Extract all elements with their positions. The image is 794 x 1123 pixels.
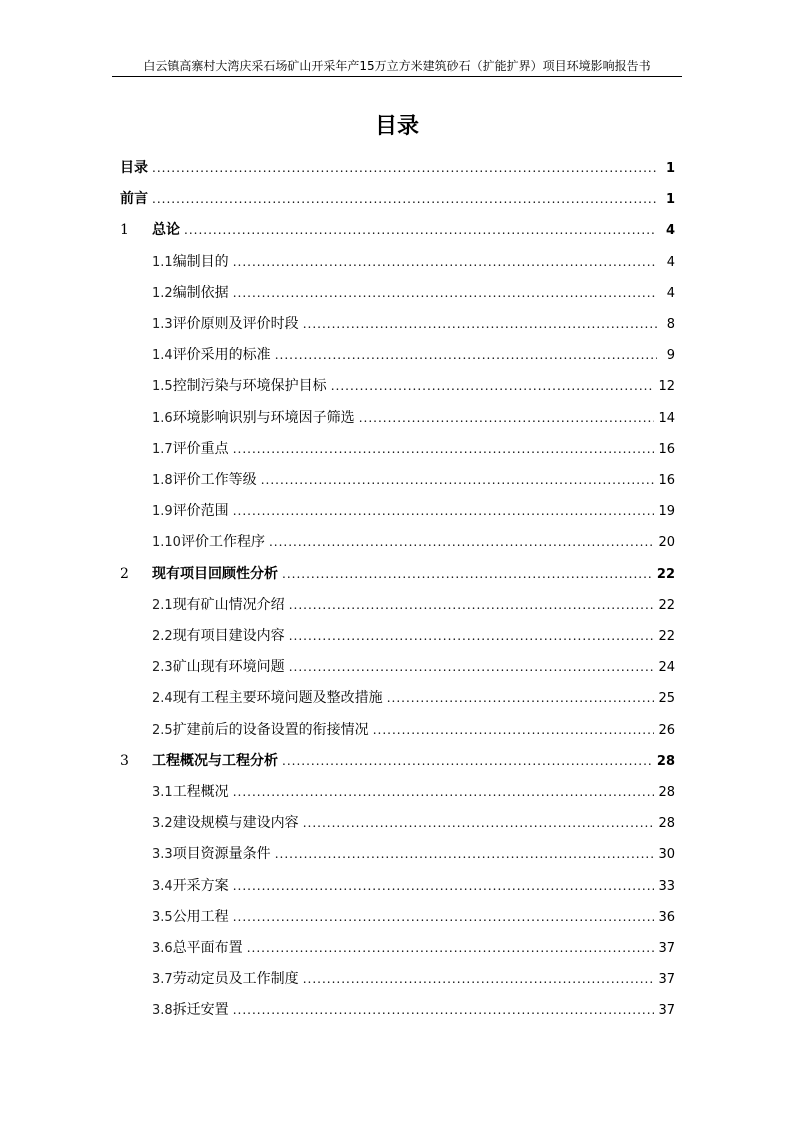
toc-entry[interactable] bbox=[152, 685, 675, 711]
toc-entry[interactable] bbox=[152, 904, 675, 930]
toc-entry-page-number: 28 bbox=[658, 785, 675, 800]
toc-entry-page-number: 37 bbox=[658, 941, 675, 956]
toc-entry-label: 编制依据 bbox=[172, 284, 229, 301]
toc-entry-page-number: 4 bbox=[666, 254, 675, 270]
toc-entry-page-number: 12 bbox=[658, 379, 675, 395]
toc-entry-page-number: 26 bbox=[658, 722, 675, 738]
toc-entry[interactable] bbox=[120, 561, 675, 587]
toc-dot-leader bbox=[373, 717, 655, 743]
toc-entry-label: 总平面布置 bbox=[172, 940, 243, 956]
toc-entry-label: 现有矿山情况介绍 bbox=[172, 596, 285, 613]
toc-dot-leader bbox=[282, 561, 653, 587]
toc-entry-number: 2.2 bbox=[152, 629, 173, 644]
toc-entry-label: 编制目的 bbox=[172, 253, 229, 270]
toc-entry-label: 扩建前后的设备设置的衔接情况 bbox=[172, 721, 369, 738]
toc-dot-leader bbox=[184, 217, 657, 243]
toc-entry-number: 1.6 bbox=[152, 410, 173, 426]
toc-dot-leader bbox=[303, 311, 657, 337]
toc-entry-page-number: 20 bbox=[658, 535, 675, 551]
toc-dot-leader bbox=[387, 685, 655, 711]
toc-entry-label: 开采方案 bbox=[172, 877, 229, 894]
toc-entry-number: 1.1 bbox=[152, 254, 173, 270]
toc-entry[interactable] bbox=[152, 405, 675, 431]
toc-entry[interactable] bbox=[120, 155, 675, 181]
toc-entry-number: 1.9 bbox=[152, 504, 173, 520]
toc-dot-leader bbox=[331, 373, 655, 399]
toc-dot-leader bbox=[233, 779, 655, 805]
toc-dot-leader bbox=[261, 467, 655, 493]
toc-entry[interactable] bbox=[152, 436, 675, 462]
toc-entry-number: 1.7 bbox=[152, 441, 173, 457]
toc-dot-leader bbox=[289, 623, 655, 649]
toc-entry-page-number: 36 bbox=[658, 909, 675, 925]
toc-entry-number: 3.2 bbox=[152, 816, 173, 832]
toc-entry-number: 2.5 bbox=[152, 722, 173, 738]
toc-entry[interactable] bbox=[152, 529, 675, 555]
toc-entry-label: 评价重点 bbox=[172, 440, 229, 457]
toc-dot-leader bbox=[289, 654, 655, 680]
toc-entry-number: 1 bbox=[120, 222, 129, 239]
toc-dot-leader bbox=[282, 748, 653, 774]
toc-entry-label: 评价原则及评价时段 bbox=[172, 316, 299, 332]
toc-entry-page-number: 4 bbox=[666, 285, 675, 301]
toc-entry-label: 矿山现有环境问题 bbox=[172, 659, 285, 676]
toc-entry-label: 目录 bbox=[120, 160, 148, 176]
toc-entry-label: 现有项目回顾性分析 bbox=[152, 565, 278, 582]
toc-entry-label: 拆迁安置 bbox=[172, 1002, 229, 1019]
toc-entry-label: 现有工程主要环境问题及整改措施 bbox=[172, 690, 383, 707]
toc-entry-page-number: 16 bbox=[658, 441, 675, 457]
toc-entry-number: 3.8 bbox=[152, 1003, 173, 1019]
toc-dot-leader bbox=[247, 935, 655, 961]
toc-entry[interactable] bbox=[152, 779, 675, 805]
toc-entry[interactable] bbox=[152, 249, 675, 275]
toc-dot-leader bbox=[152, 155, 657, 181]
toc-entry-page-number: 4 bbox=[665, 223, 675, 239]
toc-entry-number: 1.8 bbox=[152, 473, 173, 488]
toc-entry[interactable] bbox=[152, 311, 675, 337]
toc-entry-number: 2.3 bbox=[152, 660, 173, 676]
toc-dot-leader bbox=[233, 498, 655, 524]
toc-entry-page-number: 33 bbox=[658, 878, 675, 894]
toc-entry-label: 建设规模与建设内容 bbox=[172, 815, 299, 832]
toc-entry-number: 2 bbox=[120, 565, 129, 582]
toc-entry-label: 现有项目建设内容 bbox=[172, 628, 285, 644]
toc-entry-page-number: 16 bbox=[658, 473, 675, 488]
toc-entry-page-number: 28 bbox=[656, 753, 675, 769]
toc-entry[interactable] bbox=[152, 342, 675, 368]
page-header-text: 白云镇高寨村大湾庆采石场矿山开采年产15万立方米建筑砂石（扩能扩界）项目环境影响报告书 bbox=[143, 59, 651, 73]
toc-entry[interactable] bbox=[152, 467, 675, 493]
toc-entry-page-number: 37 bbox=[658, 972, 675, 988]
toc-entry-page-number: 37 bbox=[658, 1003, 675, 1019]
toc-entry-page-number: 1 bbox=[665, 161, 675, 176]
toc-entry-number: 3.1 bbox=[152, 785, 173, 800]
toc-entry[interactable] bbox=[152, 966, 675, 992]
toc-entry-number: 3.6 bbox=[152, 941, 173, 956]
toc-entry[interactable] bbox=[152, 373, 675, 399]
toc-dot-leader bbox=[233, 436, 655, 462]
toc-entry-page-number: 22 bbox=[658, 629, 675, 644]
toc-entry-page-number: 19 bbox=[658, 504, 675, 520]
toc-entry-page-number: 28 bbox=[658, 816, 675, 832]
toc-entry-number: 3.7 bbox=[152, 972, 173, 988]
toc-entry[interactable] bbox=[152, 623, 675, 649]
toc-entry[interactable] bbox=[152, 498, 675, 524]
toc-entry[interactable] bbox=[120, 217, 675, 243]
toc-dot-leader bbox=[233, 904, 655, 930]
toc-dot-leader bbox=[275, 841, 655, 867]
toc-entry-label: 总论 bbox=[152, 222, 180, 239]
toc-entry-page-number: 22 bbox=[656, 566, 675, 582]
toc-entry-label: 公用工程 bbox=[172, 908, 229, 925]
toc-entry[interactable] bbox=[152, 841, 675, 867]
toc-entry-label: 评价采用的标准 bbox=[172, 347, 271, 364]
toc-entry-page-number: 1 bbox=[665, 192, 675, 208]
toc-entry[interactable] bbox=[120, 186, 675, 212]
toc-entry-label: 环境影响识别与环境因子筛选 bbox=[172, 409, 355, 426]
toc-entry-number: 1.4 bbox=[152, 348, 173, 364]
toc-entry-label: 工程概况 bbox=[172, 784, 229, 800]
toc-dot-leader bbox=[275, 342, 657, 368]
toc-entry-page-number: 9 bbox=[666, 348, 675, 364]
toc-entry-number: 1.10 bbox=[152, 535, 181, 551]
page-header bbox=[112, 56, 682, 77]
toc-dot-leader bbox=[269, 529, 655, 555]
toc-entry-number: 3.4 bbox=[152, 878, 173, 894]
toc-entry-page-number: 22 bbox=[658, 597, 675, 613]
toc-entry-label: 前言 bbox=[120, 191, 148, 208]
toc-entry-label: 评价范围 bbox=[172, 503, 229, 520]
toc-dot-leader bbox=[233, 873, 655, 899]
toc-dot-leader bbox=[233, 997, 655, 1023]
toc-title: 目录 bbox=[374, 114, 419, 139]
toc-entry-number: 3 bbox=[120, 752, 129, 769]
toc-entry-label: 评价工作程序 bbox=[180, 534, 265, 551]
toc-entry-label: 工程概况与工程分析 bbox=[152, 752, 278, 769]
toc-dot-leader bbox=[303, 810, 655, 836]
toc-entry-page-number: 14 bbox=[658, 410, 675, 426]
toc-entry-page-number: 25 bbox=[658, 691, 675, 707]
toc-entry-label: 项目资源量条件 bbox=[172, 846, 271, 863]
toc-dot-leader bbox=[289, 592, 655, 618]
toc-entry-label: 评价工作等级 bbox=[172, 472, 257, 488]
toc-entry-page-number: 24 bbox=[658, 660, 675, 676]
toc-entry-page-number: 30 bbox=[658, 847, 675, 863]
toc-entry-number: 1.3 bbox=[152, 317, 173, 332]
toc-entry-label: 劳动定员及工作制度 bbox=[172, 971, 299, 988]
toc-entry[interactable] bbox=[152, 280, 675, 306]
toc-entry-number: 2.1 bbox=[152, 597, 173, 613]
toc-entry-number: 1.5 bbox=[152, 379, 173, 395]
toc-entry[interactable] bbox=[152, 873, 675, 899]
toc-entry[interactable] bbox=[152, 997, 675, 1023]
toc-dot-leader bbox=[233, 280, 657, 306]
toc-entry[interactable] bbox=[152, 592, 675, 618]
toc-dot-leader bbox=[233, 249, 657, 275]
toc-entry[interactable] bbox=[152, 935, 675, 961]
toc-entry-number: 1.2 bbox=[152, 285, 173, 301]
toc-entry-label: 控制污染与环境保护目标 bbox=[172, 378, 327, 395]
toc-dot-leader bbox=[152, 186, 657, 212]
toc-entry-number: 3.5 bbox=[152, 909, 173, 925]
toc-entry[interactable] bbox=[120, 748, 675, 774]
toc-entry-page-number: 8 bbox=[666, 317, 675, 332]
toc-entry[interactable] bbox=[152, 654, 675, 680]
toc-entry[interactable] bbox=[152, 717, 675, 743]
toc-dot-leader bbox=[303, 966, 655, 992]
toc-entry-number: 2.4 bbox=[152, 691, 173, 707]
toc-entry-number: 3.3 bbox=[152, 847, 173, 863]
toc-dot-leader bbox=[359, 405, 655, 431]
toc-entry[interactable] bbox=[152, 810, 675, 836]
